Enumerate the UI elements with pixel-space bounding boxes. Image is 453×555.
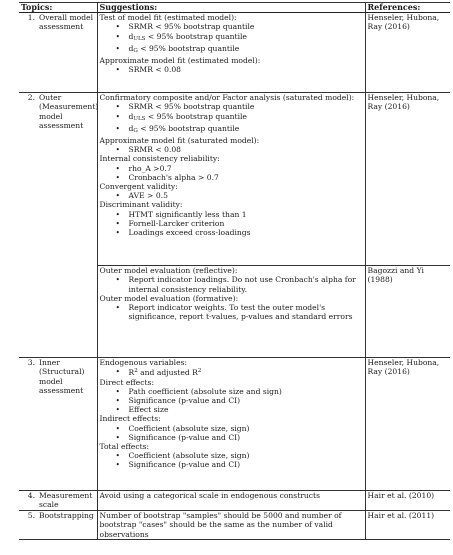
- table-row: [19, 93, 450, 266]
- bullet-list: [100, 102, 363, 136]
- reference-cell: Hair et al. (2011): [365, 511, 450, 540]
- guidelines-table: [19, 2, 450, 540]
- section-label: Test of model fit (estimated model):: [99, 13, 237, 23]
- topic-label: Inner (Structural) model assessment: [39, 358, 85, 395]
- list-item: • SRMR < 0.08: [100, 65, 363, 74]
- list-item: • SRMR < 0.08: [100, 145, 363, 154]
- table-row: [19, 13, 450, 93]
- bullet-list: [100, 210, 363, 238]
- section-label: Approximate model fit (estimated model):: [99, 56, 261, 66]
- topic-label: Measurement scale: [39, 491, 93, 510]
- topic-label: Overall model assessment: [39, 13, 93, 32]
- topic-number: 2.: [27, 93, 35, 103]
- header-suggestions: Suggestions:: [97, 3, 365, 13]
- header-row: [19, 3, 450, 13]
- bullet-list: [100, 145, 363, 154]
- reference-cell: Hair et al. (2010): [365, 491, 450, 511]
- list-item: • Significance (p-value and CI): [100, 460, 363, 469]
- list-item: • Significance (p-value and CI): [100, 396, 363, 405]
- topic-number: 3.: [27, 358, 35, 368]
- topic-cell: [21, 358, 95, 395]
- list-item: • dG < 95% bootstrap quantile: [100, 44, 363, 56]
- bullet-list: [100, 303, 363, 321]
- suggestions-cell: [97, 358, 365, 491]
- list-item: • $R^2$ and adjusted $R^2$: [100, 367, 363, 377]
- bullet-list: [100, 367, 363, 377]
- list-item: • Fornell-Larcker criterion: [100, 219, 363, 228]
- list-item: • Effect size: [100, 405, 363, 414]
- bullet-list: [100, 275, 363, 293]
- section-label: Convergent validity:: [99, 182, 178, 192]
- list-item: • HTMT significantly less than 1: [100, 210, 363, 219]
- suggestions-cell: [97, 266, 365, 358]
- bullet-list: [100, 387, 363, 415]
- suggestions-cell: [97, 93, 365, 266]
- topic-label: Bootstrapping: [39, 511, 94, 521]
- topic-number: 4.: [27, 491, 35, 501]
- section-label: Outer model evaluation (formative):: [99, 293, 239, 303]
- list-item: • AVE > 0.5: [100, 191, 363, 200]
- table-row: [19, 491, 450, 511]
- list-item: • dULS < 95% bootstrap quantile: [100, 32, 363, 44]
- list-item: • Path coefficient (absolute size and sign): [100, 387, 363, 396]
- topic-cell: [21, 491, 95, 509]
- reference-cell: Henseler, Hubona, Ray (2016): [365, 358, 450, 491]
- list-item: • Report indicator loadings. Do not use Cronbach's alpha for internal consistency reliability.: [100, 275, 363, 293]
- bullet-list: [100, 191, 363, 200]
- section-label: Internal consistency reliability:: [99, 154, 220, 164]
- bullet-list: [100, 451, 363, 469]
- section-label: Total effects:: [99, 442, 150, 452]
- section-label: Approximate model fit (saturated model):: [99, 136, 260, 146]
- bullet-list: [100, 65, 363, 74]
- suggestions-cell: Number of bootstrap "samples" should be 5000 and number of bootstrap "cases" should be the same as the number of valid observations: [97, 511, 365, 540]
- list-item: • Significance (p-value and CI): [100, 433, 363, 442]
- list-item: • SRMR < 95% bootstrap quantile: [100, 102, 363, 111]
- section-label: Confirmatory composite and/or Factor analysis (saturated model):: [99, 93, 355, 103]
- reference-cell: Bagozzi and Yi (1988): [365, 266, 450, 358]
- header-references: References:: [365, 3, 450, 13]
- topic-number: 1.: [27, 13, 35, 23]
- list-item: • SRMR < 95% bootstrap quantile: [100, 22, 363, 31]
- section-label: Indirect effects:: [99, 414, 161, 424]
- topic-number: 5.: [27, 511, 35, 521]
- list-item: • Cronbach's alpha > 0.7: [100, 173, 363, 182]
- suggestions-cell: Avoid using a categorical scale in endogenous constructs: [97, 491, 365, 511]
- bullet-list: [100, 424, 363, 442]
- topic-cell: [21, 13, 95, 31]
- topic-cell: [21, 511, 95, 520]
- list-item: • Coefficient (absolute size, sign): [100, 451, 363, 460]
- section-label: Endogenous variables:: [99, 358, 188, 368]
- bullet-list: [100, 164, 363, 182]
- table-row: [19, 511, 450, 540]
- section-label: Direct effects:: [99, 377, 155, 387]
- list-item: • dG < 95% bootstrap quantile: [100, 124, 363, 136]
- bullet-list: [100, 22, 363, 56]
- topic-cell: [21, 93, 99, 130]
- header-topics: Topics:: [19, 3, 97, 13]
- list-item: • rho_A >0.7: [100, 164, 363, 173]
- list-item: • Report indicator weights. To test the outer model's significance, report t-values, p-values and standard errors: [100, 303, 363, 321]
- table-row: [19, 358, 450, 491]
- list-item: • Loadings exceed cross-loadings: [100, 228, 363, 237]
- suggestions-cell: [97, 13, 365, 93]
- section-label: Discriminant validity:: [99, 200, 183, 210]
- reference-cell: Henseler, Hubona, Ray (2016): [365, 93, 450, 266]
- section-label: Outer model evaluation (reflective):: [99, 266, 238, 276]
- topic-label: Outer (Measurement) model assessment: [39, 93, 99, 130]
- list-item: • dULS < 95% bootstrap quantile: [100, 112, 363, 124]
- list-item: • Coefficient (absolute size, sign): [100, 424, 363, 433]
- reference-cell: Henseler, Hubona, Ray (2016): [365, 13, 450, 93]
